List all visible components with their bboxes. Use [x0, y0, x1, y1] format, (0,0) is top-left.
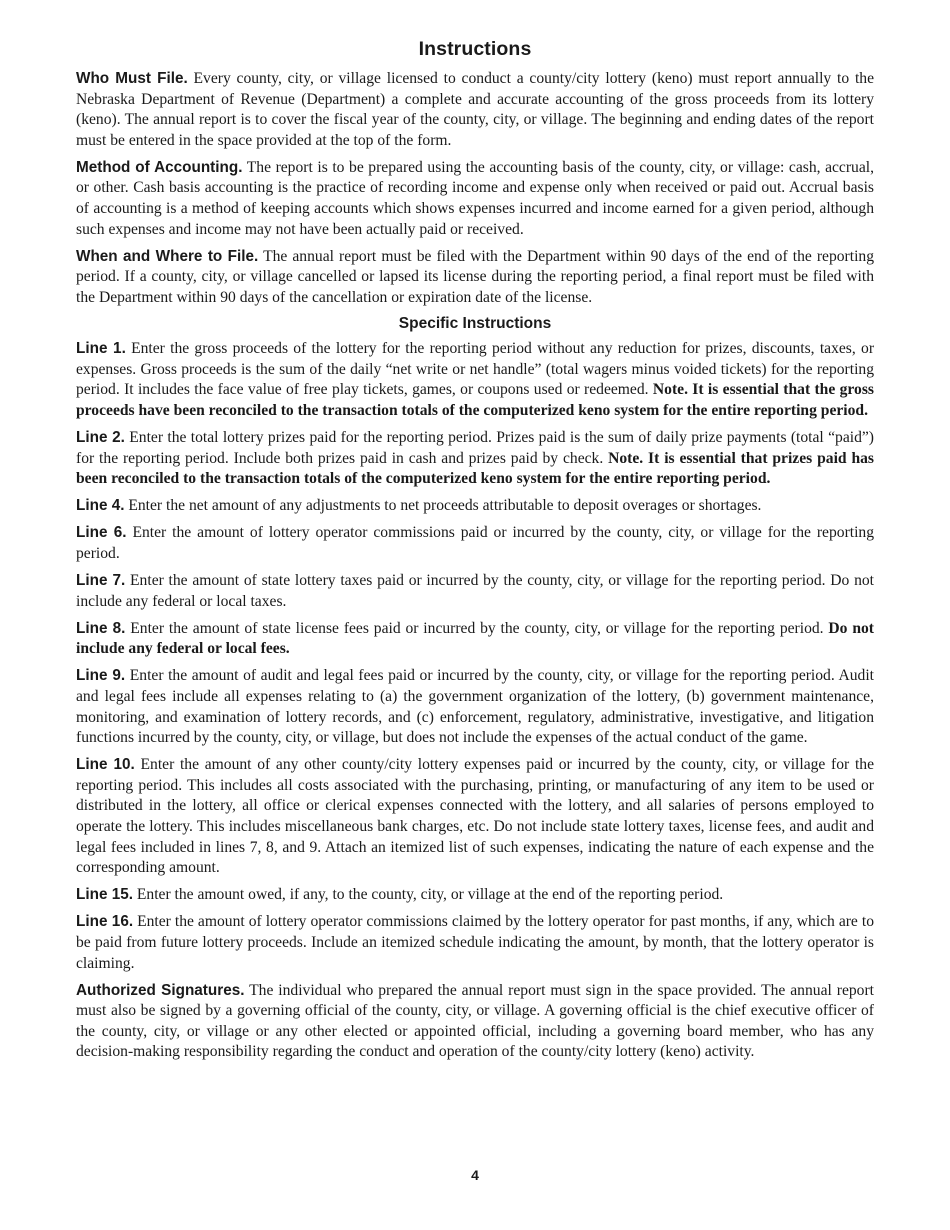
- general-instructions: [76, 69, 874, 309]
- line-instruction-heading: Line 7.: [76, 571, 126, 589]
- general-section-paragraph: [76, 247, 874, 309]
- line-instruction-heading: Line 1.: [76, 340, 126, 358]
- general-section-heading: Method of Accounting.: [76, 158, 243, 176]
- general-section-heading: When and Where to File.: [76, 247, 259, 265]
- line-instruction-heading: Line 9.: [76, 667, 126, 685]
- line-instruction-text: Enter the amount of lottery operator commissions claimed by the lottery operator for past months, if any, which are to be paid from future lottery proceeds. Include an itemized schedule indicating the amount, by month, that the lottery operator is claiming.: [76, 913, 874, 972]
- line-instruction-paragraph: [76, 912, 874, 974]
- line-instruction-text: Enter the amount owed, if any, to the county, city, or village at the end of the reporting period.: [132, 886, 724, 904]
- line-instruction-paragraph: [76, 523, 874, 564]
- line-instruction-text: Enter the net amount of any adjustments to net proceeds attributable to deposit overages or shortages.: [124, 497, 762, 515]
- general-section-text: The annual report must be filed with the Department within 90 days of the end of the reporting period. If a county, city, or village cancelled or lapsed its license during the reporting period, a final report must be filed with the Department within 90 days of the cancellation or expiration date of the license.: [76, 247, 875, 306]
- general-section-paragraph: [76, 158, 874, 240]
- line-instructions: [76, 339, 874, 1063]
- line-instruction-heading: Line 16.: [76, 913, 134, 931]
- line-instruction-paragraph: [76, 496, 874, 517]
- line-instruction-text: The individual who prepared the annual report must sign in the space provided. The annual report must also be signed by a governing official of the county, city, or village. A governing official is the chief executive officer of the county, city, or village or any other elected or appointed official, including a governing board member, who has any decision-making responsibility regarding the conduct and operation of the county/city lottery (keno) activity.: [76, 981, 874, 1061]
- general-section-text: The report is to be prepared using the accounting basis of the county, city, or village: cash, accrual, or other. Cash basis accounting is the practice of recording income and expense only when received or paid out. Accrual basis of accounting is a method of keeping accounts which shows expenses incurred and income earned for a given period, although such expenses and income may not have been actually paid or received.: [76, 158, 874, 238]
- line-instruction-text: Enter the amount of lottery operator commissions paid or incurred by the county, city, or village for the reporting period.: [76, 524, 875, 562]
- line-instruction-heading: Line 10.: [76, 756, 135, 774]
- line-instruction-paragraph: [76, 755, 874, 879]
- general-section-paragraph: [76, 69, 874, 151]
- instructions-page: [76, 38, 874, 1070]
- specific-instructions-heading: Specific Instructions: [398, 315, 552, 333]
- line-instruction-paragraph: [76, 885, 874, 906]
- general-section-heading: Who Must File.: [76, 70, 188, 87]
- line-instruction-paragraph: [76, 619, 874, 660]
- line-instruction-text: Enter the amount of state license fees paid or incurred by the county, city, or village for the reporting period.: [125, 619, 829, 637]
- line-instruction-text: Enter the amount of state lottery taxes paid or incurred by the county, city, or village for the reporting period. Do not include any federal or local taxes.: [76, 571, 875, 610]
- line-instruction-text: Enter the gross proceeds of the lottery for the reporting period without any reduction for prizes, discounts, taxes, or expenses. Gross proceeds is the sum of the daily “net write or net handle” (total wagers minus voided tickets) for the reporting period. It includes the face value of free play tickets, games, or coupons used or redeemed.: [76, 340, 875, 399]
- line-instruction-heading: Line 4.: [76, 497, 125, 515]
- line-instruction-text: Enter the total lottery prizes paid for the reporting period. Prizes paid is the sum of daily prize payments (total “paid”) for the reporting period. Include both prizes paid in cash and prizes paid by check.: [76, 428, 874, 467]
- line-instruction-bold-note: Note. It is essential that the gross proceeds have been reconciled to the transaction totals of the computerized keno system for the entire reporting period.: [76, 381, 874, 419]
- line-instruction-paragraph: [76, 339, 874, 421]
- page-number: 4: [471, 1167, 479, 1183]
- line-instruction-text: Enter the amount of audit and legal fees paid or incurred by the county, city, or village for the reporting period. Audit and legal fees include all expenses relating to (a) the government organization of the lottery, (b) government maintenance, monitoring, and examination of lottery records, and (c) enforcement, regulatory, administrative, investigative, and litigation functions incurred by the county, city, or village, but does not include the expenses of the actual conduct of the game.: [76, 667, 875, 747]
- line-instruction-paragraph: [76, 666, 874, 748]
- line-instruction-text: Enter the amount of any other county/city lottery expenses paid or incurred by the county, city, or village for the reporting period. This includes all costs associated with the purchasing, printing, or manufacturing of any item to be used or distributed in the lottery, all office or clerical expenses connected with the lottery, and all salaries of persons employed to operate the lottery. This includes miscellaneous bank charges, etc. Do not include state lottery taxes, license fees, and audit and legal fees included in lines 7, 8, and 9. Attach an itemized list of such expenses, indicating the nature of each expense and the corresponding amount.: [76, 756, 874, 877]
- line-instruction-paragraph: [76, 428, 874, 490]
- general-section-text: Every county, city, or village licensed to conduct a county/city lottery (keno) must report annually to the Nebraska Department of Revenue (Department) a complete and accurate accounting of the gross proceeds from its lottery (keno). The annual report is to cover the fiscal year of the county, city, or village. The beginning and ending dates of the report must be entered in the space provided at the top of the form.: [76, 70, 874, 149]
- page-title: Instructions: [418, 38, 532, 60]
- line-instruction-heading: Line 15.: [76, 886, 133, 904]
- line-instruction-paragraph: [76, 571, 874, 612]
- line-instruction-paragraph: [76, 981, 874, 1063]
- line-instruction-bold-note: Note. It is essential that prizes paid has been reconciled to the transaction totals of the computerized keno system for the entire reporting period.: [76, 449, 874, 488]
- line-instruction-heading: Line 8.: [76, 619, 126, 637]
- line-instruction-heading: Line 6.: [76, 524, 127, 542]
- line-instruction-heading: Authorized Signatures.: [76, 981, 245, 999]
- line-instruction-bold-note: Do not include any federal or local fees.: [76, 619, 874, 658]
- line-instruction-heading: Line 2.: [76, 428, 125, 446]
